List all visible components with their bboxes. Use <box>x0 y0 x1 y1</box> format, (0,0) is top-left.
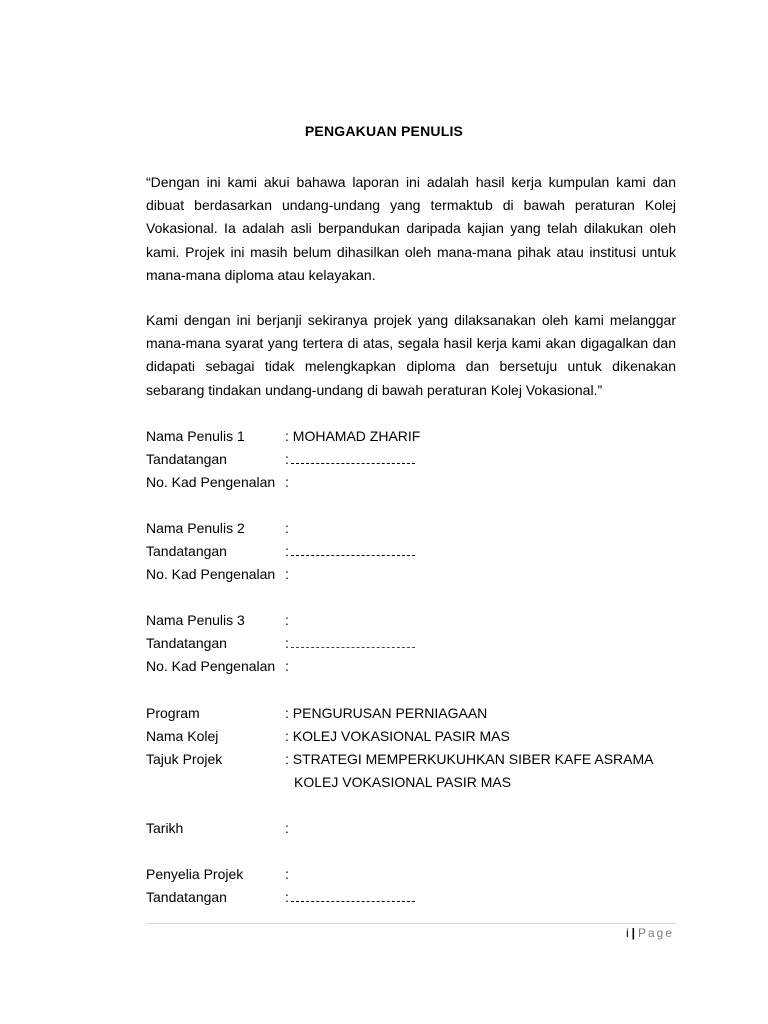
date-label: Tarikh <box>146 820 184 836</box>
writer-1-signature-colon: : <box>285 451 289 467</box>
declaration-paragraph-1: “Dengan ini kami akui bahawa laporan ini adalah hasil kerja kumpulan kami dan dibuat berdasarkan undang-undang yang termaktub di bawah peraturan Kolej Vokasional. Ia adalah asli berpandukan daripada kajian yang telah dilakukan oleh kami. Projek ini masih belum dihasilkan oleh mana-mana pihak atau institusi untuk mana-mana diploma atau kelayakan. <box>146 174 676 283</box>
page-separator: | <box>631 926 635 940</box>
writer-3-signature-line <box>291 647 415 648</box>
writer-2-name-label: Nama Penulis 2 <box>146 520 245 536</box>
page-footer <box>626 926 674 940</box>
project-title-value-line1: : STRATEGI MEMPERKUKUHKAN SIBER KAFE ASRAMA <box>285 751 654 767</box>
writer-3-name-label: Nama Penulis 3 <box>146 612 245 628</box>
writer-2-signature-label: Tandatangan <box>146 543 227 559</box>
writer-2-ic-label: No. Kad Pengenalan <box>146 566 276 582</box>
supervisor-signature-colon: : <box>285 889 289 905</box>
writer-3-ic-value: : <box>285 658 289 674</box>
college-label: Nama Kolej <box>146 728 219 744</box>
supervisor-value: : <box>285 866 289 882</box>
program-label: Program <box>146 705 200 721</box>
program-value: : PENGURUSAN PERNIAGAAN <box>285 705 488 721</box>
supervisor-signature-line <box>291 901 415 902</box>
writer-3-ic-label: No. Kad Pengenalan <box>146 658 276 674</box>
date-value: : <box>285 820 289 836</box>
writer-2-signature-line <box>291 555 415 556</box>
writer-1-signature-label: Tandatangan <box>146 451 227 467</box>
writer-2-signature-colon: : <box>285 543 289 559</box>
document-title: PENGAKUAN PENULIS <box>304 123 464 139</box>
declaration-paragraph-2: Kami dengan ini berjanji sekiranya projek yang dilaksanakan oleh kami melanggar mana-mana syarat yang tertera di atas, segala hasil kerja kami akan digagalkan dan didapati sebagai tidak melengkapkan diploma dan bersetuju untuk dikenakan sebarang tindakan undang-undang di bawah peraturan Kolej Vokasional.” <box>146 312 676 398</box>
page-word: Page <box>637 926 674 940</box>
supervisor-signature-label: Tandatangan <box>146 889 227 905</box>
writer-1-ic-value: : <box>285 474 289 490</box>
writer-2-ic-value: : <box>285 566 289 582</box>
college-value: : KOLEJ VOKASIONAL PASIR MAS <box>285 728 510 744</box>
writer-1-name-label: Nama Penulis 1 <box>146 428 245 444</box>
supervisor-label: Penyelia Projek <box>146 866 244 882</box>
writer-3-signature-colon: : <box>285 635 289 651</box>
writer-1-ic-label: No. Kad Pengenalan <box>146 474 276 490</box>
project-title-value-line2: KOLEJ VOKASIONAL PASIR MAS <box>294 774 512 790</box>
writer-3-signature-label: Tandatangan <box>146 635 227 651</box>
project-title-label: Tajuk Projek <box>146 751 223 767</box>
writer-3-name-value: : <box>285 612 289 628</box>
page-number: i <box>625 926 629 940</box>
writer-1-signature-line <box>291 463 415 464</box>
writer-1-name-value: : MOHAMAD ZHARIF <box>285 428 421 444</box>
footer-divider <box>146 923 676 924</box>
writer-2-name-value: : <box>285 520 289 536</box>
